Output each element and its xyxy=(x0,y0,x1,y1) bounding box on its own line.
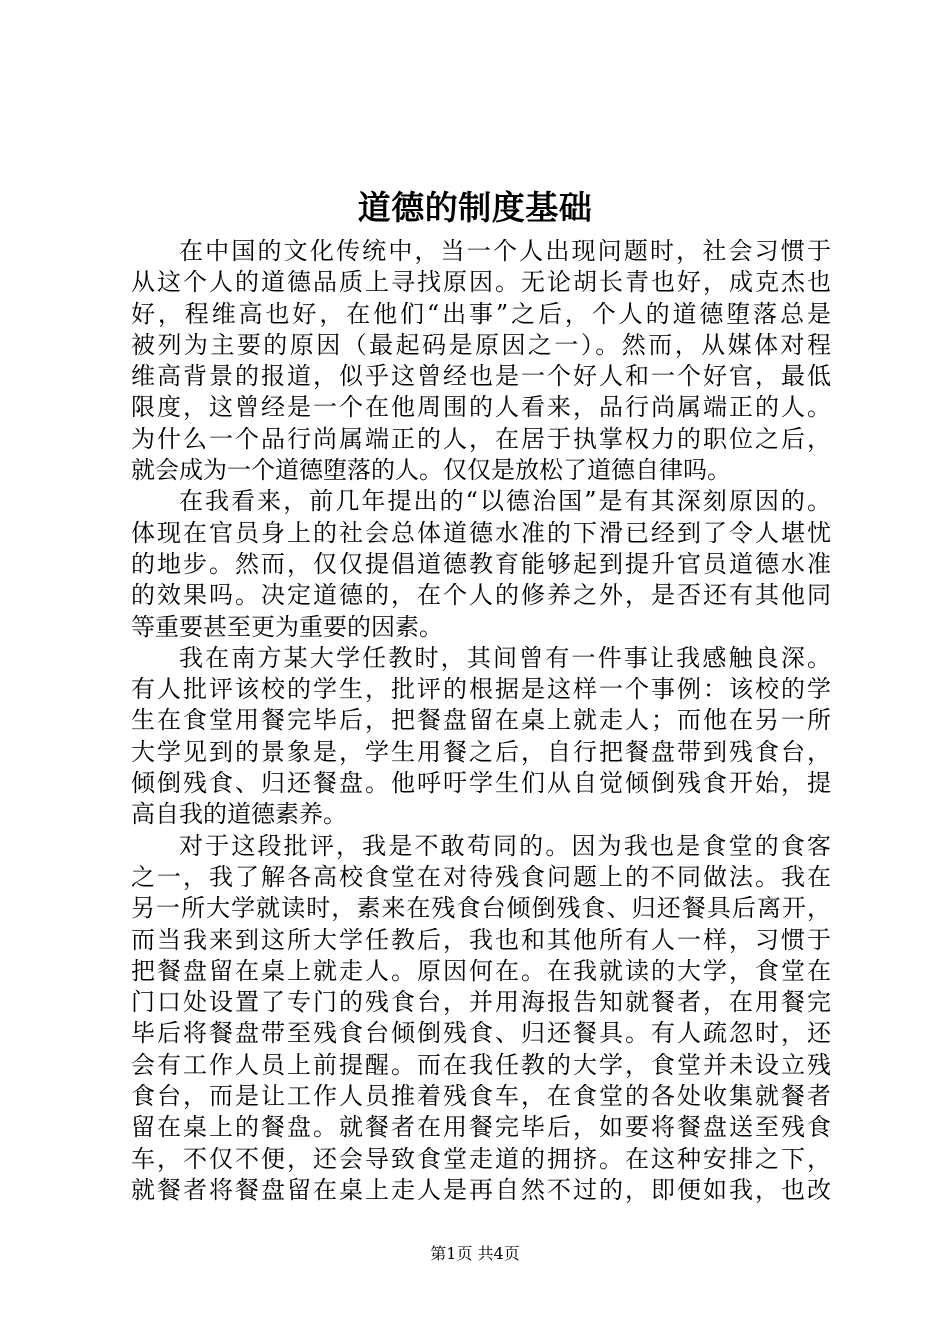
text-line: 而当我来到这所大学任教后，我也和其他所有人一样，习惯于 xyxy=(131,925,831,954)
text-line: 就会成为一个道德堕落的人。仅仅是放松了道德自律吗。 xyxy=(131,456,731,485)
document-body xyxy=(131,236,831,1206)
text-line: 好，程维高也好，在他们“出事”之后，个人的道德堕落总是 xyxy=(131,299,831,328)
text-line: 高自我的道德素养。 xyxy=(131,800,347,829)
text-line: 我在南方某大学任教时，其间曾有一件事让我感触良深。 xyxy=(179,643,831,672)
text-line: 会有工作人员上前提醒。而在我任教的大学，食堂并未设立残 xyxy=(131,1050,831,1079)
text-line: 的地步。然而，仅仅提倡道德教育能够起到提升官员道德水准 xyxy=(131,549,831,578)
text-line: 留在桌上的餐盘。就餐者在用餐完毕后，如要将餐盘送至残食 xyxy=(131,1113,831,1142)
text-line: 体现在官员身上的社会总体道德水准的下滑已经到了令人堪忧 xyxy=(131,518,831,547)
text-line: 把餐盘留在桌上就走人。原因何在。在我就读的大学，食堂在 xyxy=(131,956,831,985)
document-title: 道德的制度基础 xyxy=(357,188,593,227)
text-line: 食台，而是让工作人员推着残食车，在食堂的各处收集就餐者 xyxy=(131,1082,831,1111)
text-line: 为什么一个品行尚属端正的人，在居于执掌权力的职位之后， xyxy=(131,424,831,453)
text-line: 在我看来，前几年提出的“以德治国”是有其深刻原因的。 xyxy=(179,487,831,516)
text-line: 有人批评该校的学生，批评的根据是这样一个事例：该校的学 xyxy=(131,675,831,704)
text-line: 毕后将餐盘带至残食台倾倒残食、归还餐具。有人疏忽时，还 xyxy=(131,1019,831,1048)
text-line: 大学见到的景象是，学生用餐之后，自行把餐盘带到残食台， xyxy=(131,737,831,766)
text-line: 另一所大学就读时，素来在残食台倾倒残食、归还餐具后离开， xyxy=(131,894,831,923)
text-line: 对于这段批评，我是不敢苟同的。因为我也是食堂的食客 xyxy=(179,831,831,860)
page-footer: 第1页 共4页 xyxy=(430,1244,520,1263)
text-line: 车，不仅不便，还会导致食堂走道的拥挤。在这种安排之下， xyxy=(131,1144,831,1173)
text-line: 被列为主要的原因（最起码是原因之一）。然而，从媒体对程 xyxy=(131,330,831,359)
text-line: 限度，这曾经是一个在他周围的人看来，品行尚属端正的人。 xyxy=(131,393,831,422)
text-line: 倾倒残食、归还餐盘。他呼吁学生们从自觉倾倒残食开始，提 xyxy=(131,769,831,798)
text-line: 在中国的文化传统中，当一个人出现问题时，社会习惯于 xyxy=(179,237,831,265)
text-line: 之一，我了解各高校食堂在对待残食问题上的不同做法。我在 xyxy=(131,862,831,891)
text-line: 的效果吗。决定道德的，在个人的修养之外，是否还有其他同 xyxy=(131,581,831,610)
text-line: 等重要甚至更为重要的因素。 xyxy=(131,612,443,641)
text-line: 从这个人的道德品质上寻找原因。无论胡长青也好，成克杰也 xyxy=(131,268,831,297)
text-line: 门口处设置了专门的残食台，并用海报告知就餐者，在用餐完 xyxy=(131,988,831,1017)
text-line: 就餐者将餐盘留在桌上走人是再自然不过的，即便如我，也改 xyxy=(131,1175,831,1204)
text-line: 生在食堂用餐完毕后，把餐盘留在桌上就走人；而他在另一所 xyxy=(131,706,831,735)
text-line: 维高背景的报道，似乎这曾经也是一个好人和一个好官，最低 xyxy=(131,362,831,391)
